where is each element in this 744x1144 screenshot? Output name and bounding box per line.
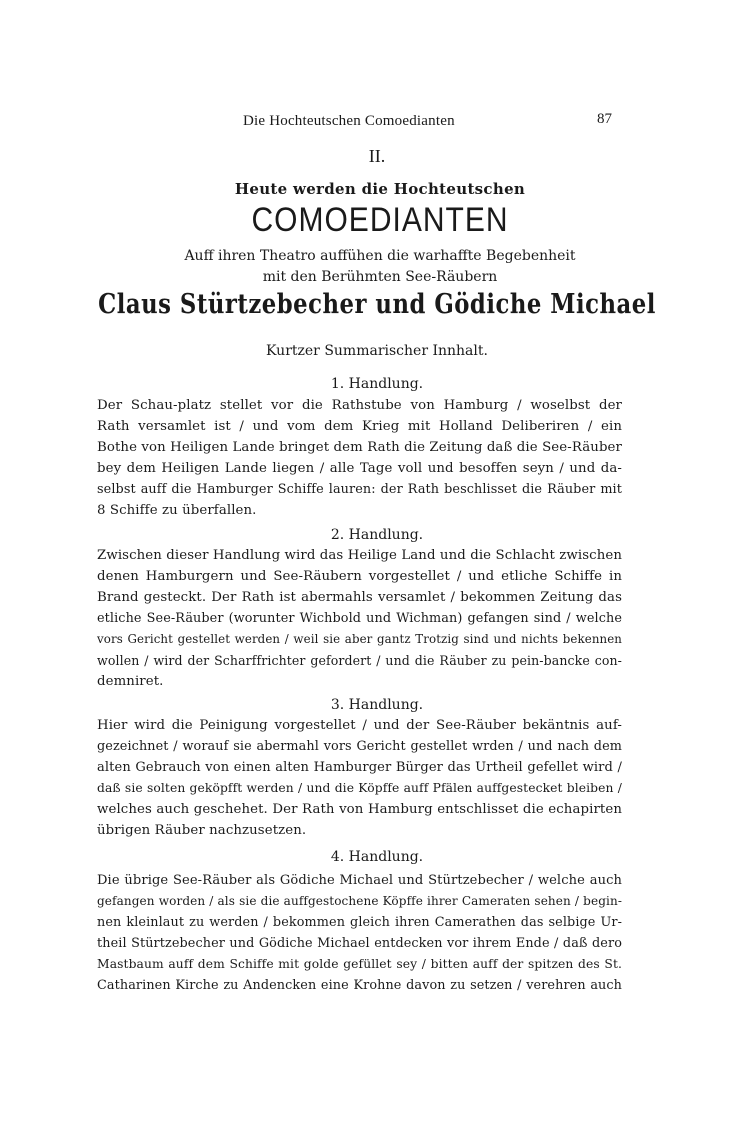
text-line: denen Hamburgern und See-Räubern vorgestellet / und etliche Schiffe in bbox=[97, 569, 622, 584]
text-line: Rath versamlet ist / und vom dem Krieg mit Holland Deliberiren / ein bbox=[97, 419, 622, 434]
text-line: bey dem Heiligen Lande liegen / alle Tage voll und besoffen seyn / und da- bbox=[97, 461, 622, 476]
playbill-title: COMOEDIANTEN bbox=[251, 201, 509, 239]
playbill-subtitle-line: Auff ihren Theatro auffühen die warhaffte Begebenheit bbox=[184, 248, 576, 264]
act-heading: 4. Handlung. bbox=[330, 849, 424, 865]
summary-heading: Kurtzer Summarischer Innhalt. bbox=[266, 343, 488, 359]
section-number: II. bbox=[368, 146, 386, 166]
act-heading: 3. Handlung. bbox=[330, 697, 424, 713]
text-line: Zwischen dieser Handlung wird das Heilige Land und die Schlacht zwischen bbox=[97, 548, 622, 563]
text-line: welches auch geschehet. Der Rath von Hamburg entschlisset die echapirten bbox=[97, 802, 622, 817]
text-line: übrigen Räuber nachzusetzen. bbox=[97, 823, 307, 838]
text-line: selbst auff die Hamburger Schiffe lauren: der Rath beschlisset die Räuber mit bbox=[97, 482, 622, 497]
page-number: 87 bbox=[597, 111, 612, 127]
playbill-headline: Claus Stürtzebecher und Gödiche Michael bbox=[98, 289, 656, 321]
text-line: Mastbaum auff dem Schiffe mit golde gefüllet sey / bitten auff der spitzen des St. bbox=[97, 957, 622, 971]
playbill-subtitle-line: mit den Berühmten See-Räubern bbox=[262, 269, 498, 285]
text-line: gefangen worden / als sie die auffgestochene Köpffe ihrer Cameraten sehen / begin- bbox=[97, 894, 622, 908]
text-line: vors Gericht gestellet werden / weil sie aber gantz Trotzig sind und nichts bekennen bbox=[97, 632, 622, 646]
running-head: Die Hochteutschen Comoedianten bbox=[243, 113, 455, 129]
act-heading: 1. Handlung. bbox=[330, 376, 424, 392]
text-line: Catharinen Kirche zu Andencken eine Krohne davon zu setzen / verehren auch bbox=[97, 978, 622, 993]
text-line: Bothe von Heiligen Lande bringet dem Rath die Zeitung daß die See-Räuber bbox=[97, 440, 622, 455]
text-line: 8 Schiffe zu überfallen. bbox=[97, 503, 257, 518]
text-line: alten Gebrauch von einen alten Hamburger Bürger das Urtheil gefellet wird / bbox=[97, 760, 622, 775]
act-heading: 2. Handlung. bbox=[330, 527, 424, 543]
text-line: Brand gesteckt. Der Rath ist abermahls versamlet / bekommen Zeitung das bbox=[97, 590, 622, 605]
text-line: wollen / wird der Scharffrichter gefordert / und die Räuber zu pein-bancke con- bbox=[97, 653, 622, 668]
text-line: daß sie solten geköpfft werden / und die Köpffe auff Pfälen auffgestecket bleiben / bbox=[97, 781, 622, 795]
text-line: gezeichnet / worauf sie abermahl vors Gericht gestellet wrden / und nach dem bbox=[97, 739, 622, 754]
text-line: Der Schau-platz stellet vor die Rathstube von Hamburg / woselbst der bbox=[97, 398, 622, 413]
text-line: theil Stürtzebecher und Gödiche Michael entdecken vor ihrem Ende / daß dero bbox=[97, 936, 622, 951]
playbill-intro: Heute werden die Hochteutschen bbox=[234, 180, 526, 198]
text-line: etliche See-Räuber (worunter Wichbold und Wichman) gefangen sind / welche bbox=[97, 611, 622, 626]
text-line: demniret. bbox=[97, 674, 164, 689]
text-line: nen kleinlaut zu werden / bekommen gleich ihren Camerathen das selbige Ur- bbox=[97, 915, 622, 930]
text-line: Hier wird die Peinigung vorgestellet / und der See-Räuber bekäntnis auf- bbox=[97, 718, 622, 733]
text-line: Die übrige See-Räuber als Gödiche Michael und Stürtzebecher / welche auch bbox=[97, 873, 622, 888]
